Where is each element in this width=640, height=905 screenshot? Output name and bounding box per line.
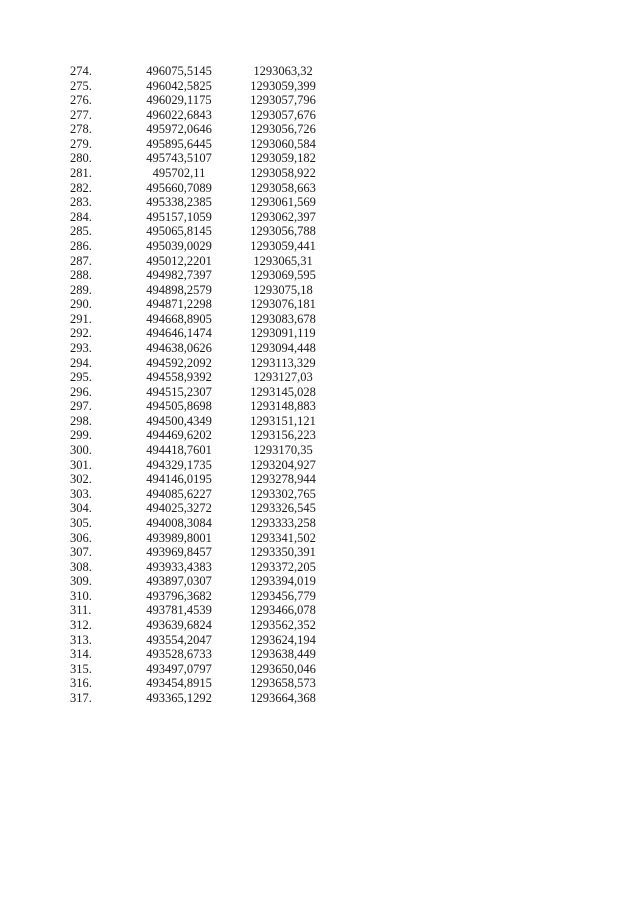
y-coordinate: 1293456,779 (250, 588, 316, 603)
point-number: 282. (70, 180, 92, 195)
x-coordinate: 495039,0029 (146, 238, 212, 253)
y-coordinate: 1293151,121 (250, 413, 316, 428)
table-row (70, 399, 330, 414)
x-coordinate: 495065,8145 (146, 224, 212, 239)
x-coordinate: 494558,9392 (146, 370, 212, 385)
point-number: 300. (70, 443, 92, 458)
y-coordinate: 1293638,449 (250, 647, 316, 662)
point-number: 284. (70, 209, 92, 224)
point-number: 306. (70, 530, 92, 545)
y-coordinate: 1293341,502 (250, 530, 316, 545)
x-coordinate: 496075,5145 (146, 64, 212, 78)
point-number: 291. (70, 311, 92, 326)
point-number: 293. (70, 340, 92, 355)
table-row (70, 122, 330, 137)
y-coordinate: 1293127,03 (253, 370, 313, 385)
table-row (70, 283, 330, 298)
table-row (70, 239, 330, 254)
x-coordinate: 494592,2092 (146, 355, 212, 370)
x-coordinate: 494646,1474 (146, 326, 212, 341)
y-coordinate: 1293350,391 (250, 545, 316, 560)
x-coordinate: 496042,5825 (146, 78, 212, 93)
x-coordinate: 493796,3682 (146, 588, 212, 603)
x-coordinate: 494008,3084 (146, 515, 212, 530)
y-coordinate: 1293059,399 (250, 78, 316, 93)
table-row (70, 531, 330, 546)
x-coordinate: 493528,6733 (146, 647, 212, 662)
y-coordinate: 1293056,726 (250, 122, 316, 137)
table-row (70, 108, 330, 123)
x-coordinate: 493897,0307 (146, 574, 212, 589)
point-number: 280. (70, 151, 92, 166)
x-coordinate: 495743,5107 (146, 151, 212, 166)
x-coordinate: 493933,4383 (146, 559, 212, 574)
x-coordinate: 493639,6824 (146, 617, 212, 632)
y-coordinate: 1293060,584 (250, 136, 316, 151)
table-row (70, 195, 330, 210)
x-coordinate: 494898,2579 (146, 282, 212, 297)
point-number: 288. (70, 268, 92, 283)
y-coordinate: 1293664,368 (250, 690, 316, 705)
table-row (70, 414, 330, 429)
point-number: 287. (70, 253, 92, 268)
x-coordinate: 493554,2047 (146, 632, 212, 647)
x-coordinate: 494418,7601 (146, 443, 212, 458)
x-coordinate: 494146,0195 (146, 472, 212, 487)
x-coordinate: 494638,0626 (146, 340, 212, 355)
point-number: 316. (70, 676, 92, 691)
point-number: 311. (70, 603, 92, 618)
x-coordinate: 494085,6227 (146, 486, 212, 501)
x-coordinate: 493989,8001 (146, 530, 212, 545)
y-coordinate: 1293156,223 (250, 428, 316, 443)
x-coordinate: 494505,8698 (146, 399, 212, 414)
table-row (70, 676, 330, 691)
y-coordinate: 1293326,545 (250, 501, 316, 516)
y-coordinate: 1293058,922 (250, 166, 316, 181)
y-coordinate: 1293069,595 (250, 268, 316, 283)
y-coordinate: 1293059,182 (250, 151, 316, 166)
point-number: 303. (70, 486, 92, 501)
point-number: 297. (70, 399, 92, 414)
point-number: 313. (70, 632, 92, 647)
point-number: 286. (70, 238, 92, 253)
point-number: 283. (70, 195, 92, 210)
table-row (70, 224, 330, 239)
table-row (70, 93, 330, 108)
x-coordinate: 495338,2385 (146, 195, 212, 210)
y-coordinate: 1293624,194 (250, 632, 316, 647)
x-coordinate: 493454,8915 (146, 676, 212, 691)
point-number: 289. (70, 282, 92, 297)
point-number: 299. (70, 428, 92, 443)
table-row (70, 647, 330, 662)
y-coordinate: 1293057,676 (250, 107, 316, 122)
table-row (70, 603, 330, 618)
point-number: 301. (70, 457, 92, 472)
table-row (70, 618, 330, 633)
y-coordinate: 1293076,181 (250, 297, 316, 312)
y-coordinate: 1293056,788 (250, 224, 316, 239)
x-coordinate: 495972,0646 (146, 122, 212, 137)
table-row (70, 662, 330, 677)
y-coordinate: 1293562,352 (250, 617, 316, 632)
point-number: 314. (70, 647, 92, 662)
table-row (70, 268, 330, 283)
point-number: 275. (70, 78, 92, 93)
point-number: 315. (70, 661, 92, 676)
x-coordinate: 493365,1292 (146, 690, 212, 705)
y-coordinate: 1293094,448 (250, 340, 316, 355)
y-coordinate: 1293057,796 (250, 93, 316, 108)
x-coordinate: 496022,6843 (146, 107, 212, 122)
table-row (70, 254, 330, 269)
x-coordinate: 493969,8457 (146, 545, 212, 560)
y-coordinate: 1293091,119 (250, 326, 316, 341)
table-row (70, 312, 330, 327)
x-coordinate: 493781,4539 (146, 603, 212, 618)
point-number: 295. (70, 370, 92, 385)
y-coordinate: 1293278,944 (250, 472, 316, 487)
x-coordinate: 495012,2201 (146, 253, 212, 268)
y-coordinate: 1293075,18 (253, 282, 313, 297)
y-coordinate: 1293658,573 (250, 676, 316, 691)
y-coordinate: 1293061,569 (250, 195, 316, 210)
table-row (70, 458, 330, 473)
x-coordinate: 493497,0797 (146, 661, 212, 676)
y-coordinate: 1293059,441 (250, 238, 316, 253)
table-row (70, 574, 330, 589)
x-coordinate: 494871,2298 (146, 297, 212, 312)
y-coordinate: 1293065,31 (253, 253, 313, 268)
table-row (70, 443, 330, 458)
table-row (70, 64, 330, 79)
point-number: 277. (70, 107, 92, 122)
point-number: 308. (70, 559, 92, 574)
point-number: 309. (70, 574, 92, 589)
x-coordinate: 494469,6202 (146, 428, 212, 443)
y-coordinate: 1293083,678 (250, 311, 316, 326)
y-coordinate: 1293170,35 (253, 443, 313, 458)
point-number: 292. (70, 326, 92, 341)
point-number: 278. (70, 122, 92, 137)
y-coordinate: 1293372,205 (250, 559, 316, 574)
point-number: 307. (70, 545, 92, 560)
y-coordinate: 1293204,927 (250, 457, 316, 472)
coordinate-table (70, 64, 330, 705)
point-number: 274. (70, 64, 92, 78)
point-number: 294. (70, 355, 92, 370)
x-coordinate: 495895,6445 (146, 136, 212, 151)
point-number: 281. (70, 166, 92, 181)
table-row (70, 691, 330, 706)
table-row (70, 326, 330, 341)
y-coordinate: 1293333,258 (250, 515, 316, 530)
table-row (70, 210, 330, 225)
point-number: 298. (70, 413, 92, 428)
y-coordinate: 1293302,765 (250, 486, 316, 501)
table-row (70, 385, 330, 400)
point-number: 312. (70, 617, 92, 632)
y-coordinate: 1293062,397 (250, 209, 316, 224)
y-coordinate: 1293145,028 (250, 384, 316, 399)
table-row (70, 166, 330, 181)
y-coordinate: 1293148,883 (250, 399, 316, 414)
point-number: 285. (70, 224, 92, 239)
table-row (70, 79, 330, 94)
x-coordinate: 495157,1059 (146, 209, 212, 224)
point-number: 279. (70, 136, 92, 151)
table-row (70, 356, 330, 371)
x-coordinate: 494025,3272 (146, 501, 212, 516)
table-row (70, 151, 330, 166)
y-coordinate: 1293394,019 (250, 574, 316, 589)
table-row (70, 560, 330, 575)
point-number: 290. (70, 297, 92, 312)
table-row (70, 633, 330, 648)
x-coordinate: 495660,7089 (146, 180, 212, 195)
point-number: 317. (70, 690, 92, 705)
point-number: 305. (70, 515, 92, 530)
y-coordinate: 1293650,046 (250, 661, 316, 676)
y-coordinate: 1293113,329 (250, 355, 316, 370)
y-coordinate: 1293058,663 (250, 180, 316, 195)
x-coordinate: 494668,8905 (146, 311, 212, 326)
x-coordinate: 496029,1175 (146, 93, 212, 108)
table-row (70, 370, 330, 385)
x-coordinate: 494329,1735 (146, 457, 212, 472)
table-row (70, 589, 330, 604)
table-row (70, 137, 330, 152)
point-number: 276. (70, 93, 92, 108)
x-coordinate: 494515,2307 (146, 384, 212, 399)
table-row (70, 487, 330, 502)
x-coordinate: 494982,7397 (146, 268, 212, 283)
table-row (70, 428, 330, 443)
table-row (70, 545, 330, 560)
point-number: 304. (70, 501, 92, 516)
table-row (70, 341, 330, 356)
table-row (70, 181, 330, 196)
table-row (70, 297, 330, 312)
y-coordinate: 1293466,078 (250, 603, 316, 618)
table-row (70, 516, 330, 531)
x-coordinate: 495702,11 (152, 166, 206, 181)
x-coordinate: 494500,4349 (146, 413, 212, 428)
table-row (70, 472, 330, 487)
y-coordinate: 1293063,32 (253, 64, 313, 78)
point-number: 296. (70, 384, 92, 399)
point-number: 302. (70, 472, 92, 487)
table-row (70, 501, 330, 516)
point-number: 310. (70, 588, 92, 603)
